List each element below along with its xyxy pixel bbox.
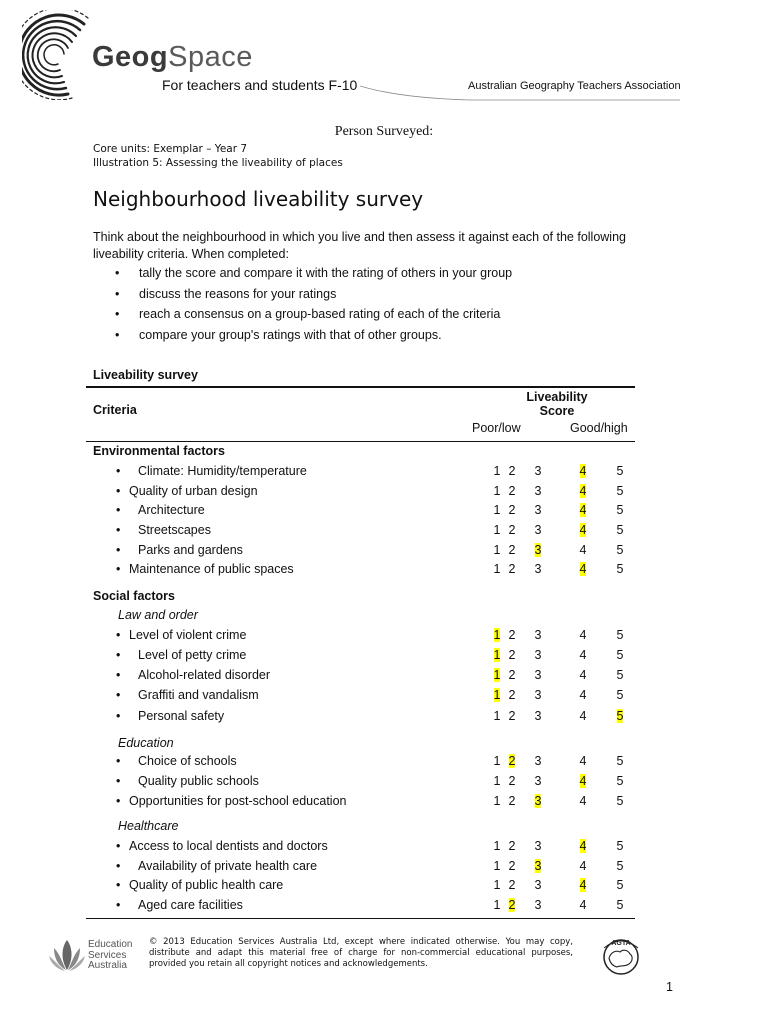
survey-row bbox=[0, 562, 768, 578]
score-value: 5 bbox=[616, 688, 624, 702]
score-option-5[interactable] bbox=[615, 898, 625, 912]
score-value: 2 bbox=[508, 503, 516, 517]
criterion-label: Opportunities for post-school education bbox=[129, 794, 347, 808]
score-option-5[interactable] bbox=[615, 839, 625, 853]
score-value: 3 bbox=[534, 503, 542, 517]
instruction-item bbox=[93, 327, 663, 348]
score-option-2[interactable] bbox=[507, 562, 517, 576]
criterion-label: Quality of urban design bbox=[129, 484, 258, 498]
score-option-4[interactable] bbox=[578, 484, 588, 498]
bullet-dot: • bbox=[116, 464, 121, 478]
score-value: 2 bbox=[508, 754, 516, 768]
score-value: 2 bbox=[508, 898, 516, 912]
score-value: 4 bbox=[579, 648, 587, 662]
score-value: 2 bbox=[508, 839, 516, 853]
criterion-label: Quality public schools bbox=[138, 774, 259, 788]
table-bottom-rule bbox=[86, 918, 635, 919]
score-option-3[interactable] bbox=[533, 709, 543, 723]
bullet-dot: • bbox=[116, 503, 121, 517]
score-option-5[interactable] bbox=[615, 648, 625, 662]
score-option-3[interactable] bbox=[533, 754, 543, 768]
score-value: 4 bbox=[579, 464, 587, 478]
section-heading: Social factors bbox=[93, 589, 175, 603]
score-value: 4 bbox=[579, 709, 587, 723]
score-value: 1 bbox=[493, 709, 501, 723]
score-option-3[interactable] bbox=[533, 859, 543, 873]
header-tagline: For teachers and students F-10 bbox=[162, 77, 358, 93]
score-option-4[interactable] bbox=[578, 754, 588, 768]
score-value: 2 bbox=[508, 543, 516, 557]
score-option-3[interactable] bbox=[533, 484, 543, 498]
instruction-item bbox=[93, 306, 663, 327]
score-value: 1 bbox=[493, 562, 501, 576]
score-option-5[interactable] bbox=[615, 543, 625, 557]
survey-row bbox=[0, 648, 768, 664]
score-option-2[interactable] bbox=[507, 839, 517, 853]
criterion-label: Streetscapes bbox=[138, 523, 211, 537]
score-option-2[interactable] bbox=[507, 484, 517, 498]
survey-row bbox=[0, 794, 768, 810]
survey-row bbox=[0, 688, 768, 704]
score-option-2[interactable] bbox=[507, 688, 517, 702]
score-value: 1 bbox=[493, 839, 501, 853]
criterion-label: Quality of public health care bbox=[129, 878, 284, 892]
score-value: 3 bbox=[534, 464, 542, 478]
score-option-2[interactable] bbox=[507, 543, 517, 557]
score-value: 3 bbox=[534, 794, 542, 808]
score-value: 5 bbox=[616, 628, 624, 642]
bullet-dot: • bbox=[116, 562, 121, 576]
score-value: 4 bbox=[579, 794, 587, 808]
instruction-text: discuss the reasons for your ratings bbox=[139, 286, 337, 301]
score-value: 3 bbox=[534, 839, 542, 853]
score-value: 4 bbox=[579, 878, 587, 892]
score-option-1[interactable] bbox=[492, 898, 502, 912]
score-option-1[interactable] bbox=[492, 503, 502, 517]
score-option-5[interactable] bbox=[615, 774, 625, 788]
score-value: 3 bbox=[534, 523, 542, 537]
bullet-dot: • bbox=[115, 266, 120, 280]
page-number: 1 bbox=[666, 980, 673, 994]
esa-wordmark bbox=[88, 940, 132, 972]
score-value: 2 bbox=[508, 859, 516, 873]
score-value: 5 bbox=[616, 898, 624, 912]
criterion-label: Personal safety bbox=[138, 709, 225, 723]
score-value: 3 bbox=[534, 859, 542, 873]
esa-line: Services bbox=[88, 949, 127, 961]
person-surveyed: Person Surveyed: bbox=[334, 124, 434, 139]
score-header-line2: Score bbox=[539, 404, 575, 418]
geogspace-brand bbox=[92, 41, 253, 74]
score-option-4[interactable] bbox=[578, 523, 588, 537]
bullet-dot: • bbox=[116, 794, 121, 808]
score-value: 4 bbox=[579, 774, 587, 788]
score-option-1[interactable] bbox=[492, 668, 502, 682]
criterion-label: Level of violent crime bbox=[129, 628, 247, 642]
score-header-line1: Liveability bbox=[526, 390, 588, 404]
score-option-5[interactable] bbox=[615, 484, 625, 498]
score-value: 3 bbox=[534, 709, 542, 723]
subsection-heading: Healthcare bbox=[118, 819, 179, 833]
score-value: 2 bbox=[508, 878, 516, 892]
survey-row bbox=[0, 484, 768, 500]
esa-line: Education bbox=[88, 939, 133, 950]
score-value: 5 bbox=[616, 668, 624, 682]
score-value: 5 bbox=[616, 709, 624, 723]
score-value: 2 bbox=[508, 562, 516, 576]
score-option-1[interactable] bbox=[492, 859, 502, 873]
score-value: 1 bbox=[493, 464, 501, 478]
score-value: 2 bbox=[508, 774, 516, 788]
instruction-text: reach a consensus on a group-based rating of each of the criteria bbox=[139, 307, 501, 321]
score-option-5[interactable] bbox=[615, 628, 625, 642]
score-value: 5 bbox=[616, 464, 624, 478]
bullet-dot: • bbox=[116, 754, 121, 768]
score-value: 5 bbox=[616, 839, 624, 853]
score-value: 2 bbox=[508, 464, 516, 478]
score-value: 5 bbox=[616, 859, 624, 873]
score-option-2[interactable] bbox=[507, 774, 517, 788]
score-option-2[interactable] bbox=[507, 668, 517, 682]
bullet-dot: • bbox=[116, 523, 121, 537]
score-value: 5 bbox=[616, 562, 624, 576]
instruction-text: tally the score and compare it with the rating of others in your group bbox=[139, 266, 513, 280]
bullet-dot: • bbox=[116, 484, 121, 498]
brand-space: Space bbox=[168, 41, 253, 73]
criterion-label: Access to local dentists and doctors bbox=[129, 839, 328, 853]
score-option-1[interactable] bbox=[492, 543, 502, 557]
criterion-label: Maintenance of public spaces bbox=[129, 562, 294, 576]
score-option-3[interactable] bbox=[533, 562, 543, 576]
instruction-item bbox=[93, 265, 663, 286]
survey-heading: Liveability survey bbox=[93, 368, 198, 382]
association-name: Australian Geography Teachers Association bbox=[468, 80, 681, 92]
survey-row bbox=[0, 859, 768, 875]
survey-row bbox=[0, 668, 768, 684]
score-option-3[interactable] bbox=[533, 648, 543, 662]
criterion-label: Parks and gardens bbox=[138, 543, 243, 557]
score-value: 3 bbox=[534, 628, 542, 642]
intro-paragraph: Think about the neighbourhood in which you live and then assess it against each of the following liveability criteria. When completed: bbox=[93, 230, 626, 261]
score-option-5[interactable] bbox=[615, 794, 625, 808]
score-option-4[interactable] bbox=[578, 709, 588, 723]
score-value: 5 bbox=[616, 648, 624, 662]
score-value: 4 bbox=[579, 484, 587, 498]
score-option-4[interactable] bbox=[578, 859, 588, 873]
score-value: 1 bbox=[493, 898, 501, 912]
score-value: 5 bbox=[616, 503, 624, 517]
agta-badge-text: AGTA bbox=[611, 940, 631, 947]
survey-row bbox=[0, 839, 768, 855]
bullet-dot: • bbox=[116, 688, 121, 702]
score-value: 3 bbox=[534, 774, 542, 788]
score-option-4[interactable] bbox=[578, 898, 588, 912]
score-option-5[interactable] bbox=[615, 464, 625, 478]
score-option-3[interactable] bbox=[533, 794, 543, 808]
score-option-2[interactable] bbox=[507, 628, 517, 642]
criterion-label: Aged care facilities bbox=[138, 898, 243, 912]
score-value: 5 bbox=[616, 484, 624, 498]
score-value: 2 bbox=[508, 648, 516, 662]
score-option-4[interactable] bbox=[578, 562, 588, 576]
bullet-dot: • bbox=[115, 286, 120, 301]
score-value: 1 bbox=[493, 688, 501, 702]
survey-row bbox=[0, 628, 768, 644]
score-value: 1 bbox=[493, 859, 501, 873]
score-option-2[interactable] bbox=[507, 878, 517, 892]
score-option-5[interactable] bbox=[615, 562, 625, 576]
score-option-3[interactable] bbox=[533, 774, 543, 788]
score-value: 3 bbox=[534, 668, 542, 682]
score-option-4[interactable] bbox=[578, 628, 588, 642]
score-option-1[interactable] bbox=[492, 794, 502, 808]
score-value: 1 bbox=[493, 774, 501, 788]
header-rule bbox=[86, 441, 635, 442]
score-value: 3 bbox=[534, 878, 542, 892]
score-value: 3 bbox=[534, 648, 542, 662]
score-value: 2 bbox=[508, 794, 516, 808]
score-value: 4 bbox=[579, 754, 587, 768]
score-value: 4 bbox=[579, 688, 587, 702]
survey-row bbox=[0, 754, 768, 770]
criterion-label: Choice of schools bbox=[138, 754, 237, 768]
score-option-2[interactable] bbox=[507, 503, 517, 517]
score-option-3[interactable] bbox=[533, 668, 543, 682]
score-option-2[interactable] bbox=[507, 709, 517, 723]
esa-line: Australia bbox=[88, 960, 127, 971]
bullet-dot: • bbox=[116, 648, 121, 662]
survey-row bbox=[0, 898, 768, 914]
score-option-1[interactable] bbox=[492, 688, 502, 702]
score-option-4[interactable] bbox=[578, 668, 588, 682]
criterion-label: Alcohol-related disorder bbox=[138, 668, 271, 682]
score-value: 2 bbox=[508, 688, 516, 702]
score-option-3[interactable] bbox=[533, 898, 543, 912]
instruction-text: compare your group's ratings with that of other groups. bbox=[139, 327, 442, 342]
score-value: 4 bbox=[579, 898, 587, 912]
score-option-1[interactable] bbox=[492, 484, 502, 498]
score-option-4[interactable] bbox=[578, 503, 588, 517]
score-option-4[interactable] bbox=[578, 464, 588, 478]
instruction-list bbox=[93, 265, 663, 347]
score-value: 5 bbox=[616, 754, 624, 768]
good-high-label: Good/high bbox=[570, 421, 628, 435]
bullet-dot: • bbox=[116, 898, 121, 912]
score-option-1[interactable] bbox=[492, 774, 502, 788]
score-option-2[interactable] bbox=[507, 794, 517, 808]
score-value: 2 bbox=[508, 628, 516, 642]
core-units: Core units: Exemplar – Year 7 bbox=[93, 143, 248, 155]
score-value: 1 bbox=[493, 794, 501, 808]
score-option-1[interactable] bbox=[492, 839, 502, 853]
score-value: 5 bbox=[616, 523, 624, 537]
table-top-rule bbox=[86, 386, 635, 388]
poor-low-label: Poor/low bbox=[472, 421, 521, 435]
bullet-dot: • bbox=[116, 668, 121, 682]
score-value: 1 bbox=[493, 878, 501, 892]
score-value: 1 bbox=[493, 648, 501, 662]
score-value: 4 bbox=[579, 839, 587, 853]
score-value: 4 bbox=[579, 859, 587, 873]
subsection-heading: Education bbox=[118, 736, 174, 750]
subsection-heading: Law and order bbox=[118, 608, 198, 622]
score-value: 1 bbox=[493, 754, 501, 768]
score-column-header bbox=[516, 390, 598, 418]
score-option-3[interactable] bbox=[533, 839, 543, 853]
score-value: 3 bbox=[534, 688, 542, 702]
survey-row bbox=[0, 523, 768, 539]
score-value: 3 bbox=[534, 484, 542, 498]
score-value: 2 bbox=[508, 709, 516, 723]
score-option-2[interactable] bbox=[507, 859, 517, 873]
score-option-5[interactable] bbox=[615, 709, 625, 723]
score-value: 4 bbox=[579, 523, 587, 537]
copyright-notice: © 2013 Education Services Australia Ltd, except where indicated otherwise. You may copy, distribute and adapt this material free of charge for non-commercial educational purposes, provided you retain all copyright notices and acknowledgements. bbox=[149, 937, 573, 969]
score-value: 2 bbox=[508, 484, 516, 498]
score-value: 5 bbox=[616, 543, 624, 557]
score-option-2[interactable] bbox=[507, 523, 517, 537]
score-option-4[interactable] bbox=[578, 794, 588, 808]
score-option-4[interactable] bbox=[578, 774, 588, 788]
survey-row bbox=[0, 878, 768, 894]
score-option-5[interactable] bbox=[615, 668, 625, 682]
score-option-1[interactable] bbox=[492, 754, 502, 768]
survey-row bbox=[0, 503, 768, 519]
page-title: Neighbourhood liveability survey bbox=[93, 187, 424, 211]
score-option-1[interactable] bbox=[492, 648, 502, 662]
survey-row bbox=[0, 709, 768, 725]
score-option-1[interactable] bbox=[492, 464, 502, 478]
score-value: 1 bbox=[493, 668, 501, 682]
score-option-5[interactable] bbox=[615, 523, 625, 537]
score-option-5[interactable] bbox=[615, 503, 625, 517]
score-value: 4 bbox=[579, 562, 587, 576]
score-option-3[interactable] bbox=[533, 523, 543, 537]
score-option-5[interactable] bbox=[615, 754, 625, 768]
score-value: 3 bbox=[534, 562, 542, 576]
score-value: 4 bbox=[579, 543, 587, 557]
bullet-dot: • bbox=[116, 543, 121, 557]
score-option-1[interactable] bbox=[492, 562, 502, 576]
bullet-dot: • bbox=[116, 878, 121, 892]
instruction-item bbox=[93, 286, 663, 307]
score-option-1[interactable] bbox=[492, 523, 502, 537]
section-heading: Environmental factors bbox=[93, 444, 225, 458]
score-value: 1 bbox=[493, 543, 501, 557]
score-option-4[interactable] bbox=[578, 543, 588, 557]
score-option-1[interactable] bbox=[492, 878, 502, 892]
score-value: 1 bbox=[493, 628, 501, 642]
score-value: 1 bbox=[493, 503, 501, 517]
score-option-4[interactable] bbox=[578, 839, 588, 853]
criterion-label: Climate: Humidity/temperature bbox=[138, 464, 307, 478]
bullet-dot: • bbox=[116, 628, 121, 642]
score-option-2[interactable] bbox=[507, 754, 517, 768]
score-value: 2 bbox=[508, 523, 516, 537]
score-value: 3 bbox=[534, 754, 542, 768]
score-option-5[interactable] bbox=[615, 859, 625, 873]
score-option-3[interactable] bbox=[533, 688, 543, 702]
score-value: 4 bbox=[579, 628, 587, 642]
score-value: 3 bbox=[534, 543, 542, 557]
criteria-column-header: Criteria bbox=[93, 403, 137, 417]
esa-lotus-logo bbox=[48, 936, 86, 972]
score-option-4[interactable] bbox=[578, 878, 588, 892]
score-option-1[interactable] bbox=[492, 709, 502, 723]
score-option-5[interactable] bbox=[615, 878, 625, 892]
survey-row bbox=[0, 774, 768, 790]
bullet-dot: • bbox=[116, 859, 121, 873]
score-value: 2 bbox=[508, 668, 516, 682]
geogspace-swirl-logo bbox=[22, 10, 92, 100]
score-value: 5 bbox=[616, 774, 624, 788]
survey-row bbox=[0, 464, 768, 480]
score-option-1[interactable] bbox=[492, 628, 502, 642]
score-option-3[interactable] bbox=[533, 503, 543, 517]
illustration-caption: Illustration 5: Assessing the liveability of places bbox=[93, 157, 343, 169]
score-value: 1 bbox=[493, 484, 501, 498]
score-value: 5 bbox=[616, 878, 624, 892]
score-option-3[interactable] bbox=[533, 878, 543, 892]
score-option-2[interactable] bbox=[507, 648, 517, 662]
bullet-dot: • bbox=[115, 327, 120, 342]
score-value: 4 bbox=[579, 503, 587, 517]
bullet-dot: • bbox=[116, 839, 121, 853]
score-option-4[interactable] bbox=[578, 688, 588, 702]
bullet-dot: • bbox=[116, 709, 121, 723]
criterion-label: Graffiti and vandalism bbox=[138, 688, 259, 702]
criterion-label: Level of petty crime bbox=[138, 648, 247, 662]
score-option-4[interactable] bbox=[578, 648, 588, 662]
score-option-3[interactable] bbox=[533, 543, 543, 557]
bullet-dot: • bbox=[116, 774, 121, 788]
score-value: 4 bbox=[579, 668, 587, 682]
agta-badge-logo bbox=[598, 932, 644, 978]
bullet-dot: • bbox=[115, 307, 120, 321]
survey-row bbox=[0, 543, 768, 559]
score-option-3[interactable] bbox=[533, 464, 543, 478]
criterion-label: Architecture bbox=[138, 503, 205, 517]
score-option-5[interactable] bbox=[615, 688, 625, 702]
score-option-3[interactable] bbox=[533, 628, 543, 642]
score-value: 3 bbox=[534, 898, 542, 912]
score-option-2[interactable] bbox=[507, 898, 517, 912]
criterion-label: Availability of private health care bbox=[138, 859, 318, 873]
score-value: 5 bbox=[616, 794, 624, 808]
brand-geog: Geog bbox=[92, 41, 169, 73]
score-option-2[interactable] bbox=[507, 464, 517, 478]
score-value: 1 bbox=[493, 523, 501, 537]
